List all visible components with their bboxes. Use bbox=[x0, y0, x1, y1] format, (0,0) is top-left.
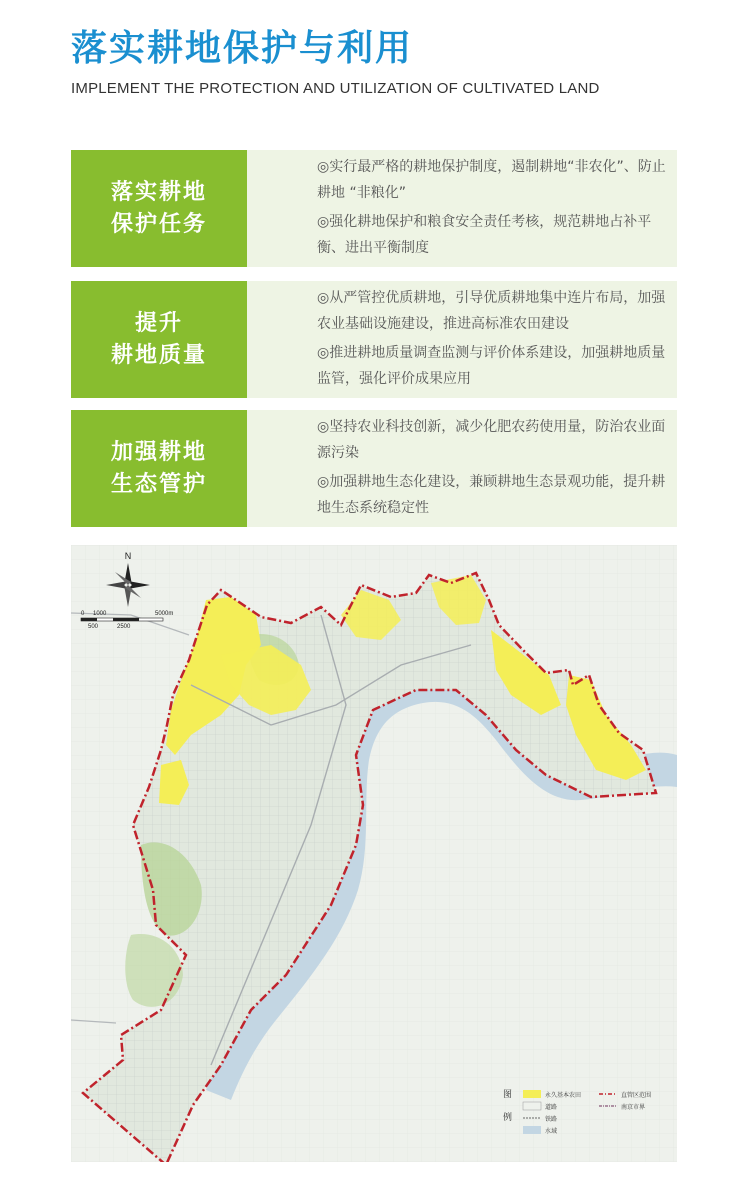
land-use-map bbox=[71, 545, 677, 1162]
legend-label: 水域 bbox=[545, 1128, 558, 1135]
task-row-ecology bbox=[71, 410, 677, 527]
task-label-line2: 耕地质量 bbox=[110, 342, 207, 368]
scale-label: 5000m bbox=[155, 611, 174, 617]
scale-label: 1000 bbox=[93, 611, 107, 617]
task-item: ◎坚持农业科技创新，减少化肥农药使用量，防治农业面源污染 bbox=[317, 419, 666, 461]
task-label-line1: 提升 bbox=[134, 310, 183, 336]
task-item: ◎加强耕地生态化建设，兼顾耕地生态景观功能，提升耕地生态系统稳定性 bbox=[317, 474, 666, 516]
page-title: 落实耕地保护与利用 bbox=[71, 28, 414, 69]
legend-label: 道路 bbox=[545, 1104, 558, 1111]
page-subtitle: IMPLEMENT THE PROTECTION AND UTILIZATION OF CULTIVATED LAND bbox=[71, 80, 600, 97]
task-item: ◎强化耕地保护和粮食安全责任考核，规范耕地占补平衡、进出平衡制度 bbox=[317, 214, 652, 256]
map-canvas bbox=[71, 545, 677, 1162]
legend-title: 例 bbox=[503, 1113, 513, 1123]
task-item: ◎实行最严格的耕地保护制度，遏制耕地“非农化”、防止耕地 “非粮化” bbox=[317, 159, 666, 201]
task-item: ◎从严管控优质耕地，引导优质耕地集中连片布局，加强农业基础设施建设，推进高标准农田建设 bbox=[317, 290, 666, 332]
task-label-line2: 生态管护 bbox=[110, 471, 207, 497]
task-label bbox=[71, 410, 247, 527]
legend-swatch-road bbox=[523, 1102, 541, 1110]
task-label-line2: 保护任务 bbox=[110, 211, 207, 237]
task-row-protection bbox=[71, 150, 677, 267]
task-label-line1: 加强耕地 bbox=[110, 439, 207, 465]
task-item: ◎推进耕地质量调查监测与评价体系建设，加强耕地质量监管，强化评价成果应用 bbox=[317, 345, 666, 387]
task-row-quality bbox=[71, 281, 677, 398]
legend-swatch-water bbox=[523, 1126, 541, 1134]
legend-title: 图 bbox=[503, 1090, 513, 1100]
scale-label: 2500 bbox=[117, 624, 131, 630]
scale-bar bbox=[81, 618, 163, 621]
legend-swatch-farmland bbox=[523, 1090, 541, 1098]
task-body bbox=[247, 150, 677, 267]
legend-label: 直管区范围 bbox=[621, 1092, 652, 1099]
task-label bbox=[71, 150, 247, 267]
scale-label: 500 bbox=[88, 624, 99, 630]
task-label bbox=[71, 281, 247, 398]
scale-label: 0 bbox=[81, 611, 85, 617]
task-body bbox=[247, 281, 677, 398]
north-label: N bbox=[124, 551, 132, 561]
task-label-line1: 落实耕地 bbox=[110, 179, 207, 205]
task-body bbox=[247, 410, 677, 527]
legend-label: 永久基本农田 bbox=[545, 1092, 582, 1099]
legend-label: 南京市界 bbox=[621, 1104, 646, 1111]
legend-label: 铁路 bbox=[545, 1116, 558, 1123]
